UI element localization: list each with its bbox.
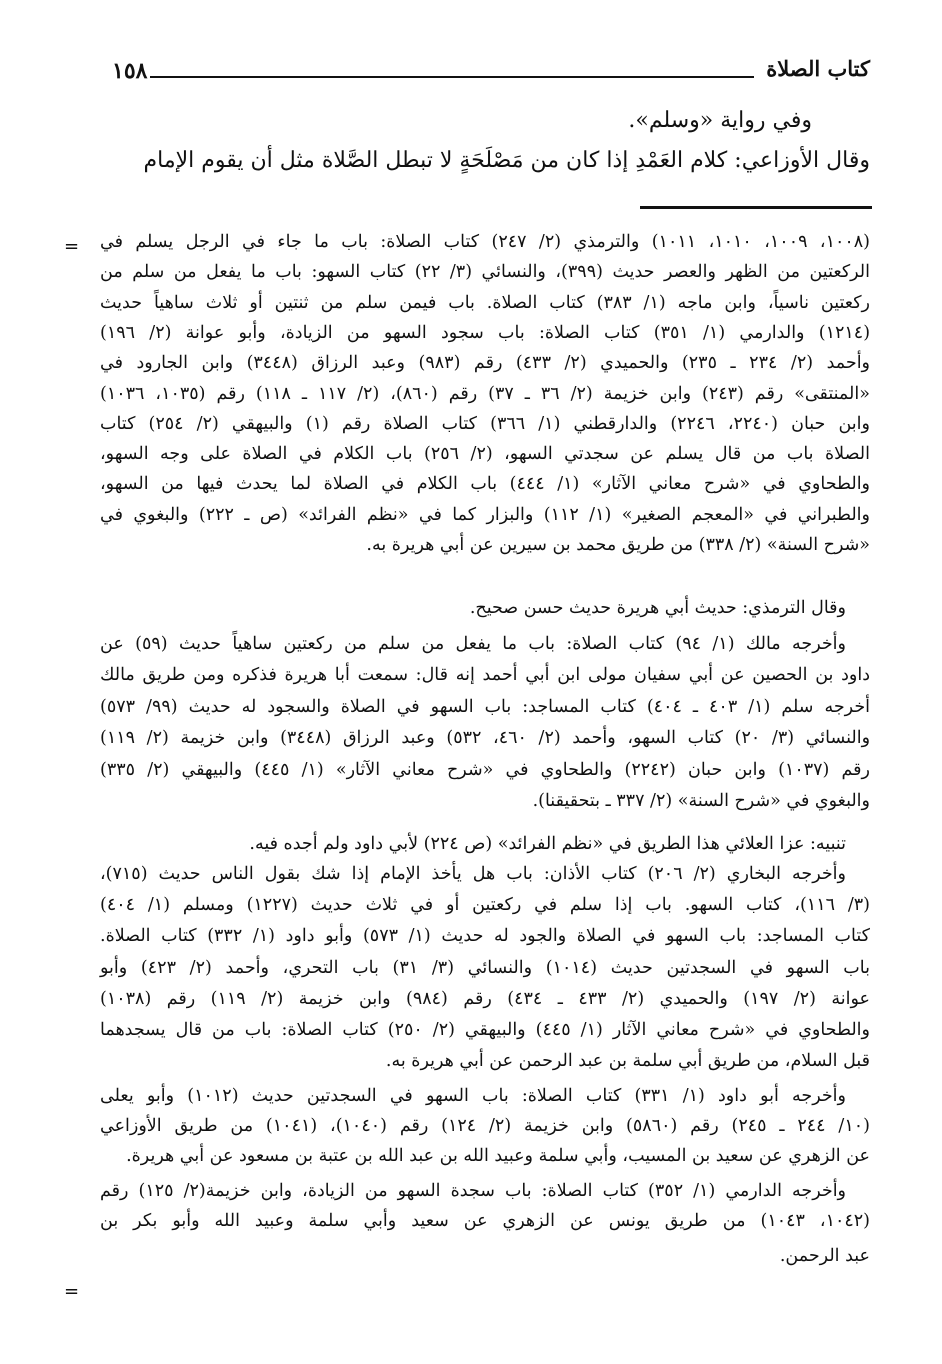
footnote-separator	[640, 206, 872, 209]
header-rule	[150, 76, 754, 78]
footnote-line: أخرجه سلم (١/ ٤٠٣ ـ ٤٠٤) كتاب المساجد: باب السهو في الصلاة والسجود له حديث (٩٩/ ٥٧٣)	[100, 696, 870, 717]
footnote-line: والطبراني في «المعجم الصغير» (١/ ١١٢) والبزار كما في «نظم الفرائد» (ص ـ ٢٢٢) والبغوي في	[100, 504, 870, 525]
footnote-line: عن الزهري عن سعيد بن المسيب، وأبي سلمة وعبيد الله بن عبد الله بن عتبة بن مسعود عن أبي هريرة.	[126, 1146, 870, 1166]
footnote-line: وقال الترمذي: حديث أبي هريرة حديث حسن صحيح.	[469, 598, 846, 618]
footnote-line: «المنتقى» رقم (٢٤٣) وابن خزيمة (٢/ ٣٦ ـ ٣٧) رقم (٨٦٠)، (٢/ ١١٧ ـ ١١٨) رقم (١٠٣٥، ١٠٣٦)	[100, 383, 870, 404]
page-number: ١٥٨	[112, 58, 148, 84]
footnote-line: (١٠٤٢، ١٠٤٣) من طريق يونس عن الزهري عن سعيد وأبي سلمة وعبيد الله وأبو بكر بن	[100, 1211, 870, 1231]
footnote-line: وأحمد (٢/ ٢٣٤ ـ ٢٣٥) والحميدي (٢/ ٤٣٣) رقم (٩٨٣) وعبد الرزاق (٣٤٤٨) وابن الجارود في	[100, 353, 871, 374]
footnote-line: (٣/ ١١٦)، كتاب السهو. باب إذا سلم في ركعتين أو في ثلاث حديث (١٢٢٧) ومسلم (١/ ٤٠٤)	[100, 895, 870, 916]
footnote-line: عبد الرحمن.	[779, 1246, 870, 1266]
footnote-line: والنسائي (٣/ ٢٠) كتاب السهو، وأحمد (٢/ ٤٦٠، ٥٣٢) وعبد الرزاق (٣٤٤٨) وابن خزيمة (٢/ ١١٩)	[100, 728, 871, 749]
footnote-line: عوانة (٢/ ١٩٧) والحميدي (٢/ ٤٣٣ ـ ٤٣٤) رقم (٩٨٤) وابن خزيمة (٢/ ١١٩) رقم (١٠٣٨)	[100, 988, 870, 1009]
main-text-line: وقال الأوزاعي: كلام العَمْدِ إذا كان من مَصْلَحَةٍ لا تبطل الصَّلاة مثل أن يقوم الإمام	[143, 148, 870, 173]
chapter-title: كتاب الصلاة	[766, 56, 870, 81]
footnote-line: ركعتين ناسياً، وابن ماجه (١/ ٣٨٣) كتاب الصلاة. باب فيمن سلم من ثنتين أو ثلاث ساهياً حديث	[100, 292, 870, 313]
footnote-line: وأخرجه البخاري (٢/ ٢٠٦) كتاب الأذان: باب هل يأخذ الإمام إذا شك بقول الناس حديث (٧١٥)،	[100, 864, 846, 884]
footnote-line: وأخرجه أبو داود (١/ ٣٣١) كتاب الصلاة: باب السهو في السجدتين حديث (١٠١٢) وأبو يعلى	[100, 1086, 846, 1106]
footnote-line: باب السهو في السجدتين حديث (١٠١٤) والنسائي (٣/ ٣١) باب التحري، وأحمد (٢/ ٤٢٣) وأبو	[100, 957, 870, 978]
footnote-line: والطحاوي في «شرح معاني الآثار» (١/ ٤٤٤) باب الكلام في الصلاة لما يحدث فيها من السهو،	[100, 474, 871, 495]
footnote-line: (١٠٠٨، ١٠٠٩، ١٠١٠، ١٠١١) والترمذي (٢/ ٢٤٧) كتاب الصلاة: باب ما جاء في الرجل يسلم في	[100, 232, 870, 252]
footnote-line: الركعتين من الظهر والعصر حديث (٣٩٩)، والنسائي (٣/ ٢٢) كتاب السهو: باب ما يفعل من سلم من	[100, 262, 870, 283]
continuation-mark-top: =	[64, 236, 80, 257]
main-text-line: وفي رواية «وسلم».	[628, 108, 812, 133]
footnote-line: والطحاوي في «شرح معاني الآثار (١/ ٤٤٥) والبيهقي (٢/ ٢٥٠) كتاب الصلاة: باب من قال يسجدهما	[100, 1020, 870, 1040]
continuation-mark-bottom: =	[64, 1281, 80, 1302]
footnote-line: تنبيه: عزا العلائي هذا الطريق في «نظم الفرائد» (ص ٢٢٤) لأبي داود ولم أجده فيه.	[249, 834, 846, 854]
footnote-line: كتاب المساجد: باب السهو في الصلاة والجود له حديث (١/ ٥٧٣) وأبو داود (١/ ٣٣٢) كتاب الصلاة.	[100, 926, 870, 947]
footnote-line: (١٠/ ٢٤٤ ـ ٢٤٥) رقم (٥٨٦٠) وابن خزيمة (٢/ ١٢٤) رقم (١٠٤٠)، (١٠٤١) من طريق الأوزاعي	[100, 1116, 870, 1136]
footnote-line: (١٢١٤) والدارمي (١/ ٣٥١) كتاب الصلاة: باب سجود السهو من الزيادة، وأبو عوانة (٢/ ١٩٦)	[100, 322, 871, 343]
footnote-line: والبغوي في «شرح السنة» (٢/ ٣٣٧ ـ بتحقيقنا).	[532, 791, 870, 811]
footnote-line: قبل السلام، من طريق أبي سلمة بن عبد الرحمن عن أبي هريرة به.	[385, 1051, 870, 1072]
footnote-line: رقم (١٠٣٧) وابن حبان (٢٢٤٢) والطحاوي في «شرح معاني الآثار» (١/ ٤٤٥) والبيهقي (٢/ ٣٣٥)	[100, 759, 870, 780]
footnote-line: وأخرجه الدارمي (١/ ٣٥٢) كتاب الصلاة: باب سجدة السهو من الزيادة، وابن خزيمة(٢/ ١٢٥) رقم	[100, 1181, 847, 1201]
footnote-line: وأخرجه مالك (١/ ٩٤) كتاب الصلاة: باب ما يفعل من سلم من ركعتين ساهياً حديث (٥٩) عن	[100, 634, 846, 654]
footnote-line: الصلاة باب من قال يسلم عن سجدتي السهو، (٢/ ٢٥٦) باب الكلام في الصلاة على وجه السهو،	[100, 444, 870, 465]
footnote-line: داود بن الحصين عن أبي سفيان مولى ابن أبي أحمد إنه قال: سمعت أبا هريرة فذكره ومن طريق مالك	[100, 665, 870, 686]
footnote-line: وابن حبان (٢٢٤٠، ٢٢٤٦) والدارقطني (١/ ٣٦٦) كتاب الصلاة رقم (١) والبيهقي (٢/ ٢٥٤) كتاب	[100, 413, 870, 434]
footnote-line: «شرح السنة» (٢/ ٣٣٨) من طريق محمد بن سيرين عن أبي هريرة به.	[366, 535, 870, 555]
